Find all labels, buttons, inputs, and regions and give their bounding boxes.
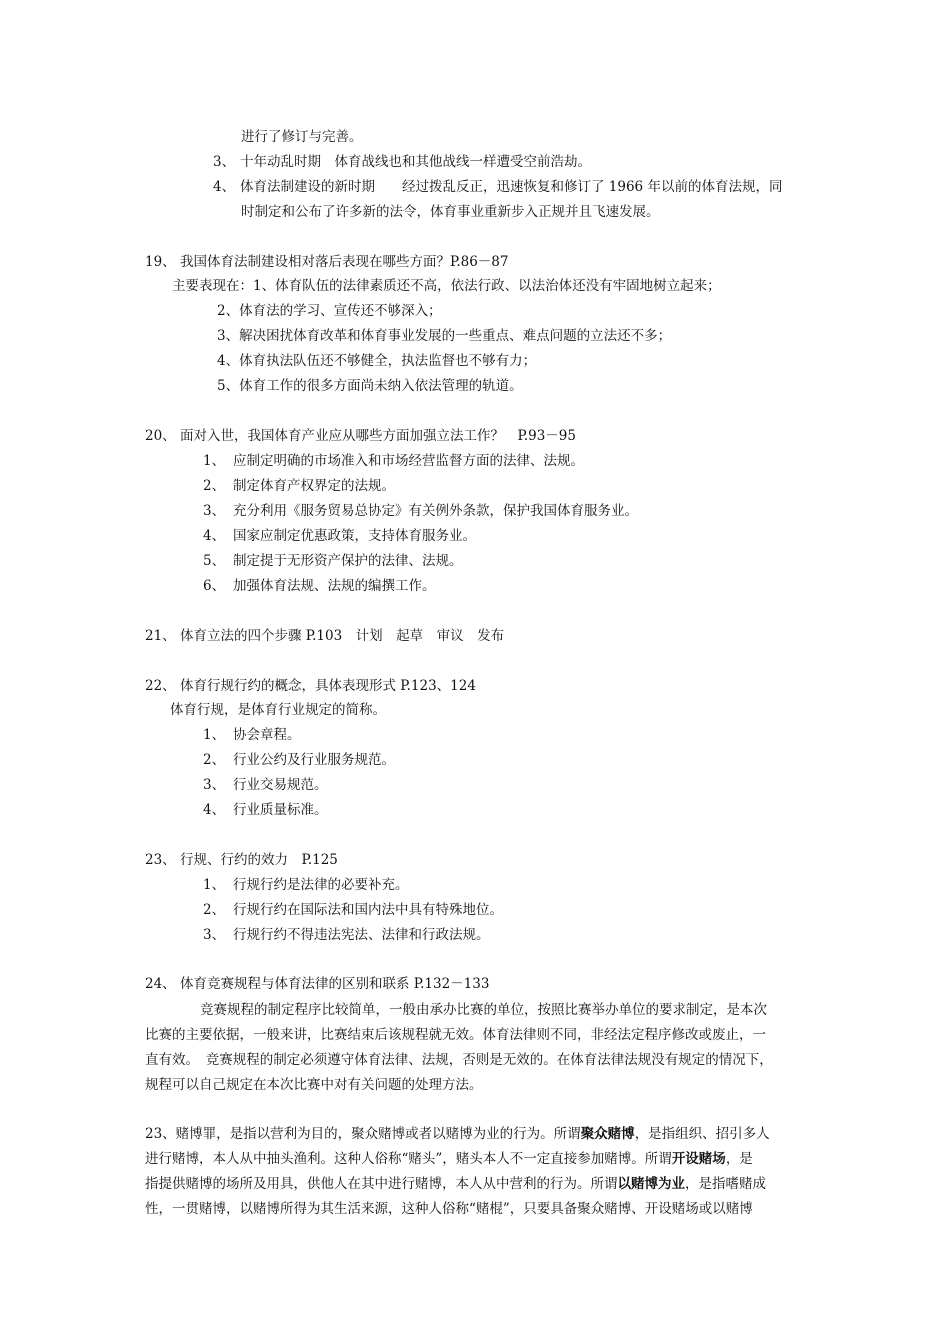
question-heading: 24、 体育竞赛规程与体育法律的区别和联系 P.132－133 [145,976,490,992]
list-item [213,177,782,197]
paragraph-line: 主要表现在：1、体育队伍的法律素质还不高，依法行政、以法治体还没有牢固地树立起来； [172,278,721,294]
list-text: 制定体育产权界定的法规。 [233,478,395,494]
paragraph-line: 比赛的主要依据，一般来讲，比赛结束后该规程就无效。体育法律则不同，非经法定程序修改或废止，一 [145,1027,766,1043]
list-text: 行业质量标准。 [233,802,328,818]
paragraph-line: 2、体育法的学习、宣传还不够深入； [217,303,442,319]
paragraph-line: 竞赛规程的制定程序比较简单，一般由承办比赛的单位，按照比赛举办单位的要求制定，是本次 [200,1002,767,1018]
paragraph-line [145,1174,766,1194]
list-item [203,775,328,795]
list-number: 4、 [203,528,226,544]
list-text: 行业交易规范。 [233,777,328,793]
paragraph-line: 性，一贯赌博，以赌博所得为其生活来源，这种人俗称“赌棍”，只要具备聚众赌博、开设赌场或以赌博 [145,1201,753,1217]
list-number: 3、 [213,154,236,170]
list-item [203,900,503,920]
list-number: 2、 [203,902,226,918]
list-text: 行规行约不得违法宪法、法律和行政法规。 [233,927,490,943]
list-item [213,152,591,172]
list-text: 体育法制建设的新时期 经过拨乱反正，迅速恢复和修订了 1966 年以前的体育法规，同 [240,179,783,195]
paragraph-line: 5、体育工作的很多方面尚未纳入依法管理的轨道。 [217,378,523,394]
paragraph-line: 体育行规，是体育行业规定的简称。 [170,702,386,718]
text-run: 指提供赌博的场所及用具，供他人在其中进行赌博，本人从中营利的行为。所谓 [145,1176,618,1192]
list-number: 2、 [203,478,226,494]
question-heading: 19、 我国体育法制建设相对落后表现在哪些方面？P.86－87 [145,254,509,270]
paragraph-line: 4、体育执法队伍还不够健全，执法监督也不够有力； [217,353,537,369]
list-text: 协会章程。 [233,727,301,743]
paragraph-line: 进行了修订与完善。 [241,129,363,145]
list-number: 2、 [203,752,226,768]
list-number: 1、 [203,877,226,893]
list-number: 1、 [203,727,226,743]
text-run: ，是指嗜赌成 [685,1176,766,1192]
list-number: 1、 [203,453,226,469]
text-run: ，是 [725,1151,753,1167]
list-number: 6、 [203,578,226,594]
list-number: 3、 [203,503,226,519]
bold-term: 开设赌场 [671,1151,726,1167]
bold-term: 以赌博为业 [617,1176,685,1192]
list-text: 行业公约及行业服务规范。 [233,752,395,768]
list-item [203,800,328,820]
list-text: 制定提于无形资产保护的法律、法规。 [233,553,463,569]
list-text: 十年动乱时期 体育战线也和其他战线一样遭受空前浩劫。 [240,154,591,170]
paragraph-line [145,1124,770,1144]
text-run: ，是指组织、招引多人 [634,1126,770,1142]
list-number: 3、 [203,777,226,793]
list-text: 应制定明确的市场准入和市场经营监督方面的法律、法规。 [233,453,584,469]
list-number: 5、 [203,553,226,569]
list-item [203,476,395,496]
list-item [203,750,395,770]
paragraph-line: 直有效。 竞赛规程的制定必须遵守体育法律、法规，否则是无效的。在体育法律法规没有规定的情况下， [145,1052,773,1068]
list-text: 行规行约是法律的必要补充。 [233,877,409,893]
list-item [203,925,490,945]
question-heading: 20、 面对入世，我国体育产业应从哪些方面加强立法工作？ P.93－95 [145,428,576,444]
list-text: 国家应制定优惠政策，支持体育服务业。 [233,528,476,544]
bold-term: 聚众赌博 [580,1126,635,1142]
question-heading: 23、 行规、行约的效力 P.125 [145,852,338,868]
text-run: 23、赌博罪，是指以营利为目的，聚众赌博或者以赌博为业的行为。所谓 [145,1126,581,1142]
paragraph-line: 规程可以自己规定在本次比赛中对有关问题的处理方法。 [145,1077,483,1093]
paragraph-line: 3、解决困扰体育改革和体育事业发展的一些重点、难点问题的立法还不多； [217,328,672,344]
list-item [203,501,638,521]
list-text: 加强体育法规、法规的编撰工作。 [233,578,436,594]
list-number: 4、 [203,802,226,818]
list-item [203,725,301,745]
list-item [203,551,463,571]
list-number: 3、 [203,927,226,943]
question-heading: 22、 体育行规行约的概念，具体表现形式 P.123、124 [145,678,476,694]
list-text: 行规行约在国际法和国内法中具有特殊地位。 [233,902,503,918]
list-item [203,875,409,895]
question-heading: 21、 体育立法的四个步骤 P.103 计划 起草 审议 发布 [145,628,505,644]
list-text: 充分利用《服务贸易总协定》有关例外条款，保护我国体育服务业。 [233,503,638,519]
paragraph-line: 时制定和公布了许多新的法令，体育事业重新步入正规并且飞速发展。 [241,204,660,220]
list-item [203,576,436,596]
list-item [203,526,476,546]
text-run: 进行赌博，本人从中抽头渔利。这种人俗称“赌头”，赌头本人不一定直接参加赌博。所谓 [145,1151,672,1167]
list-number: 4、 [213,179,236,195]
paragraph-line [145,1149,753,1169]
list-item [203,451,584,471]
